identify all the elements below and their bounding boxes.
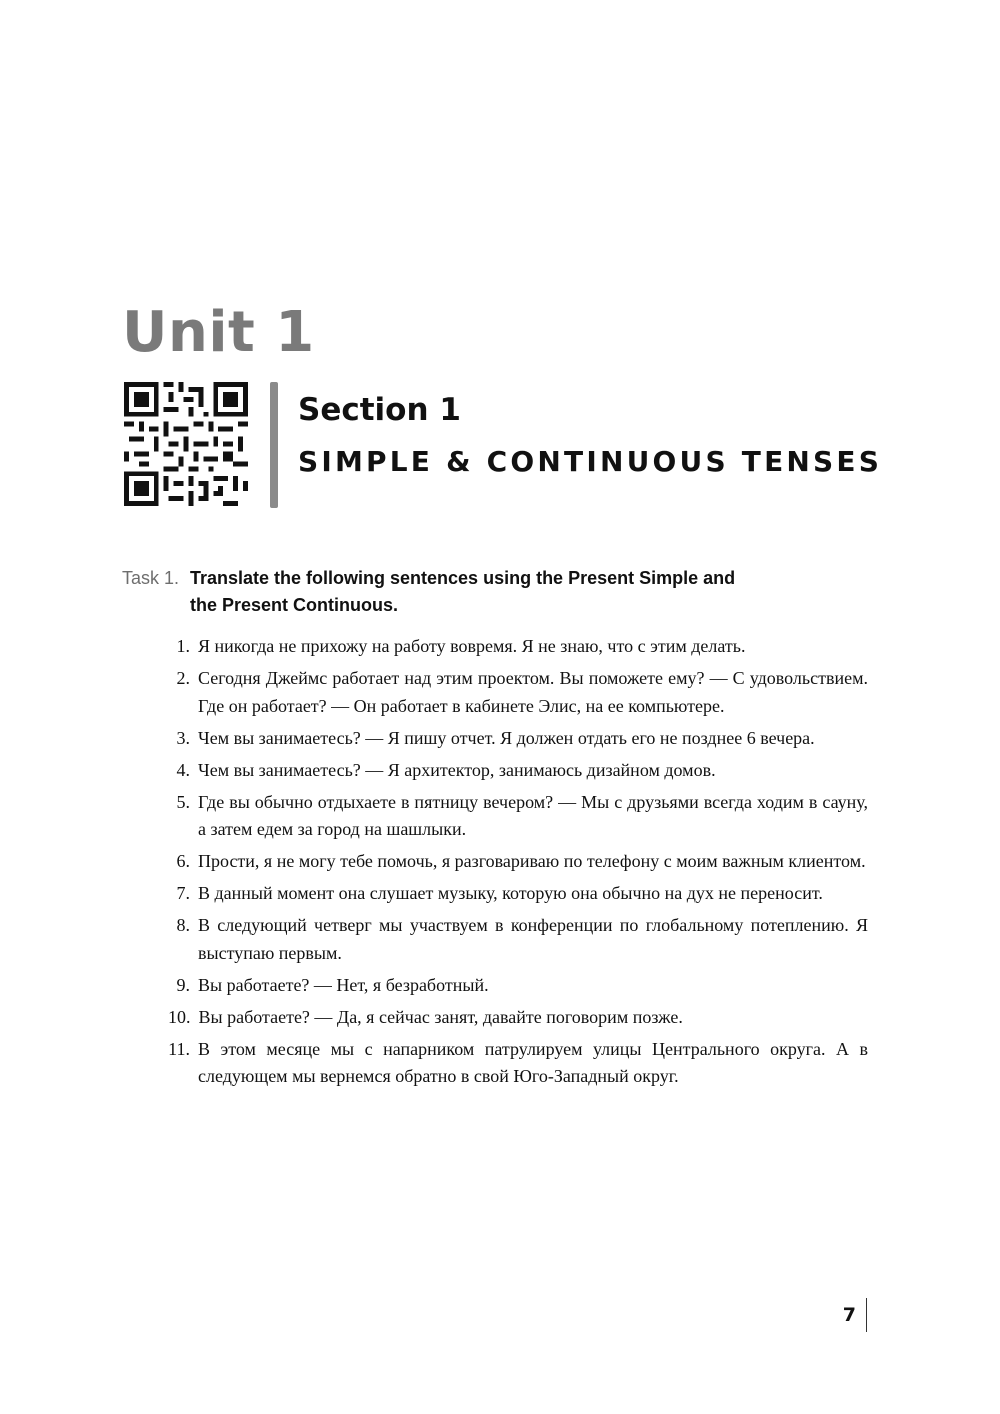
list-item (168, 757, 868, 785)
sentence-number: 9. (176, 974, 190, 995)
section-divider (270, 382, 278, 508)
sentence-text: В данный момент она слушает музыку, которую она обычно на дух не переносит. (198, 883, 823, 903)
sentence-text: Вы работаете? — Нет, я безработный. (198, 974, 489, 995)
list-item (168, 789, 868, 844)
qr-code-icon (124, 382, 248, 506)
sentence-number: 7. (176, 883, 190, 903)
sentence-number: 8. (176, 915, 190, 935)
task-label: Task 1. (122, 568, 180, 588)
sentence-text: Прости, я не могу тебе помочь, я разговариваю по телефону с моим важным клиентом. (198, 851, 866, 871)
list-item (168, 665, 868, 720)
sentence-text: Где вы обычно отдыхаете в пятницу вечером? — Мы с друзьями всегда ходим в сауну, а затем едем за город на шашлыки. (198, 791, 868, 839)
unit-title: Unit 1 (122, 300, 315, 365)
list-item (168, 848, 868, 876)
section-title: Section 1 (298, 392, 461, 428)
page-number-rule (866, 1298, 867, 1332)
sentence-number: 5. (176, 791, 190, 812)
list-item (168, 972, 868, 1000)
sentence-number: 6. (176, 851, 190, 871)
section-topic: SIMPLE & CONTINUOUS TENSES (298, 445, 883, 478)
sentence-number: 11. (168, 1038, 190, 1059)
list-item (168, 1036, 868, 1091)
sentence-text: Чем вы занимаетесь? — Я пишу отчет. Я должен отдать его не позднее 6 вечера. (198, 727, 815, 748)
sentence-number: 4. (176, 759, 190, 780)
sentence-text: Сегодня Джеймс работает над этим проектом. Вы поможете ему? — С удовольствием. Где он работает? — Он работает в кабинете Элис, на ее компьютере. (198, 668, 868, 716)
sentence-text: В этом месяце мы с напарником патрулируем улицы Центрального округа. А в следующем мы вернемся обратно в свой Юго-Западный округ. (198, 1038, 868, 1086)
sentence-text: Вы работаете? — Да, я сейчас занят, давайте поговорим позже. (198, 1006, 683, 1027)
page-number: 7 (842, 1304, 856, 1326)
sentence-number: 1. (176, 636, 190, 656)
sentence-list (168, 633, 868, 1095)
list-item (168, 912, 868, 967)
sentence-number: 10. (168, 1006, 191, 1027)
sentence-text: Чем вы занимаетесь? — Я архитектор, занимаюсь дизайном домов. (198, 759, 716, 780)
sentence-number: 3. (176, 727, 190, 748)
sentence-text: Я никогда не прихожу на работу вовремя. Я не знаю, что с этим делать. (198, 636, 746, 656)
sentence-number: 2. (176, 668, 190, 688)
list-item (168, 880, 868, 908)
task-instruction: Translate the following sentences using the Present Simple and the Present Continuous. (190, 568, 736, 615)
list-item (168, 725, 868, 753)
list-item (168, 633, 868, 661)
list-item (168, 1004, 868, 1032)
sentence-text: В следующий четверг мы участвуем в конференции по глобальному потеплению. Я выступаю первым. (198, 915, 868, 963)
